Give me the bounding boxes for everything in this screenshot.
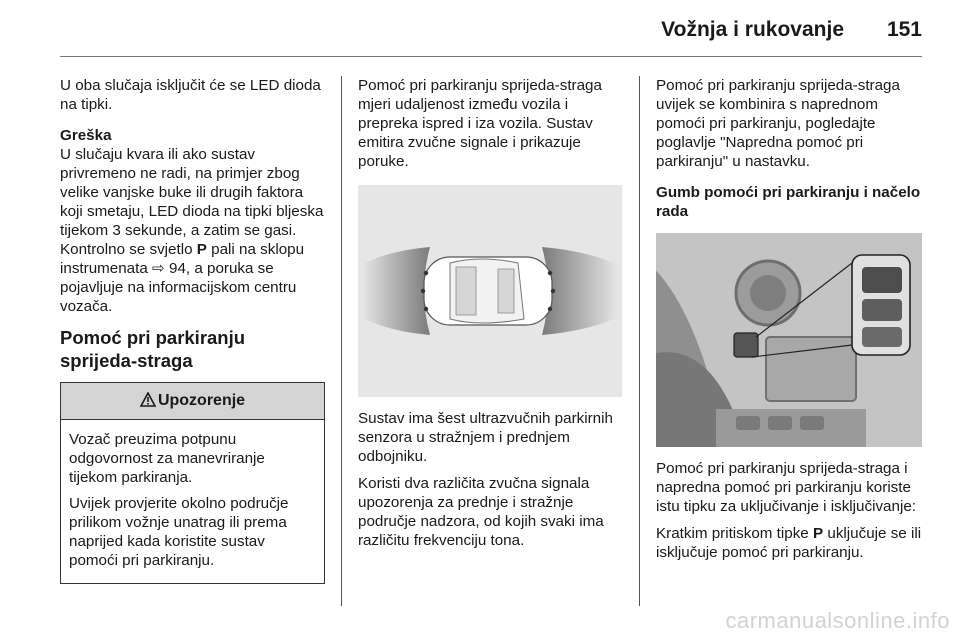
button-subheading: Gumb pomoći pri parkiranju i načelo rada xyxy=(656,184,921,220)
warning-box xyxy=(60,382,325,584)
column-1 xyxy=(60,76,325,584)
section-heading: Pomoć pri parkiranju sprijeda-straga xyxy=(60,327,246,371)
paragraph-advanced: Pomoć pri parkiranju sprijeda-straga uvijek se kombinira s naprednom pomoći pri parkiranju, pogledajte poglavlje "Napredna pomoć pri parkiranju" u nastavku. xyxy=(656,77,900,170)
column-3 xyxy=(656,76,922,570)
park-assist-button-icon: P xyxy=(813,525,824,542)
page-header xyxy=(60,18,922,58)
paragraph-led-off: U oba slučaja isključit će se LED dioda na tipki. xyxy=(60,77,321,113)
park-assist-icon: P xyxy=(196,241,207,258)
paragraph-sensors: Sustav ima šest ultrazvučnih parkirnih senzora u stražnjem i prednjem odbojniku. xyxy=(358,410,613,465)
paragraph-intro: Pomoć pri parkiranju sprijeda-straga mjeri udaljenost između vozila i prepreka ispred i iza vozila. Sustav emitira zvučne signale i prikazuje poruke. xyxy=(358,77,602,170)
paragraph-signals: Koristi dva različita zvučna signala upozorenja za prednje i stražnje područje nadzora, od kojih svaki ima različitu frekvenciju tona. xyxy=(358,475,604,549)
dashboard-button-photo xyxy=(656,233,922,447)
column-divider-2 xyxy=(639,76,640,606)
column-divider-1 xyxy=(341,76,342,606)
paragraph-same-button: Pomoć pri parkiranju sprijeda-straga i napredna pomoć pri parkiranju koriste istu tipku za uključivanje i isključivanje: xyxy=(656,460,916,515)
warning-title: Upozorenje xyxy=(157,392,246,409)
column-2 xyxy=(358,76,622,558)
paragraph-error: U slučaju kvara ili ako sustav privremeno ne radi, na primjer zbog velike vanjske buke ili drugih faktora koji smetaju, LED dioda na tipki bljeska tijekom 3 sekunde, a zatim se gasi. Kontrolno se svjetlo P pali na sklopu instrumenata ⇨ 94, a poruka se pojavljuje na informacijskom centru vozača. xyxy=(60,146,324,315)
dashboard-image xyxy=(656,233,922,447)
page-number: 151 xyxy=(886,18,922,41)
paragraph-short-press: Kratkim pritiskom tipke P uključuje se ili isključuje pomoć pri parkiranju. xyxy=(656,525,922,561)
warning-body xyxy=(61,420,324,583)
warning-paragraph-1: Vozač preuzima potpunu odgovornost za manevriranje tijekom parkiranja. xyxy=(69,431,265,486)
warning-triangle-icon xyxy=(140,392,156,407)
error-heading: Greška xyxy=(60,127,112,144)
warning-paragraph-2: Uvijek provjerite okolno područje prilikom vožnje unatrag ili prema naprijed kada koristite sustav pomoći pri parkiranju. xyxy=(69,495,289,569)
error-section xyxy=(60,126,325,316)
page-title: Vožnja i rukovanje xyxy=(661,18,844,41)
car-top-view-image xyxy=(358,185,622,397)
page-reference-icon: ⇨ xyxy=(152,260,165,277)
header-divider xyxy=(60,56,922,57)
warning-header xyxy=(61,383,324,420)
sensor-zones-illustration xyxy=(358,185,622,397)
watermark: carmanualsonline.info xyxy=(725,608,950,633)
